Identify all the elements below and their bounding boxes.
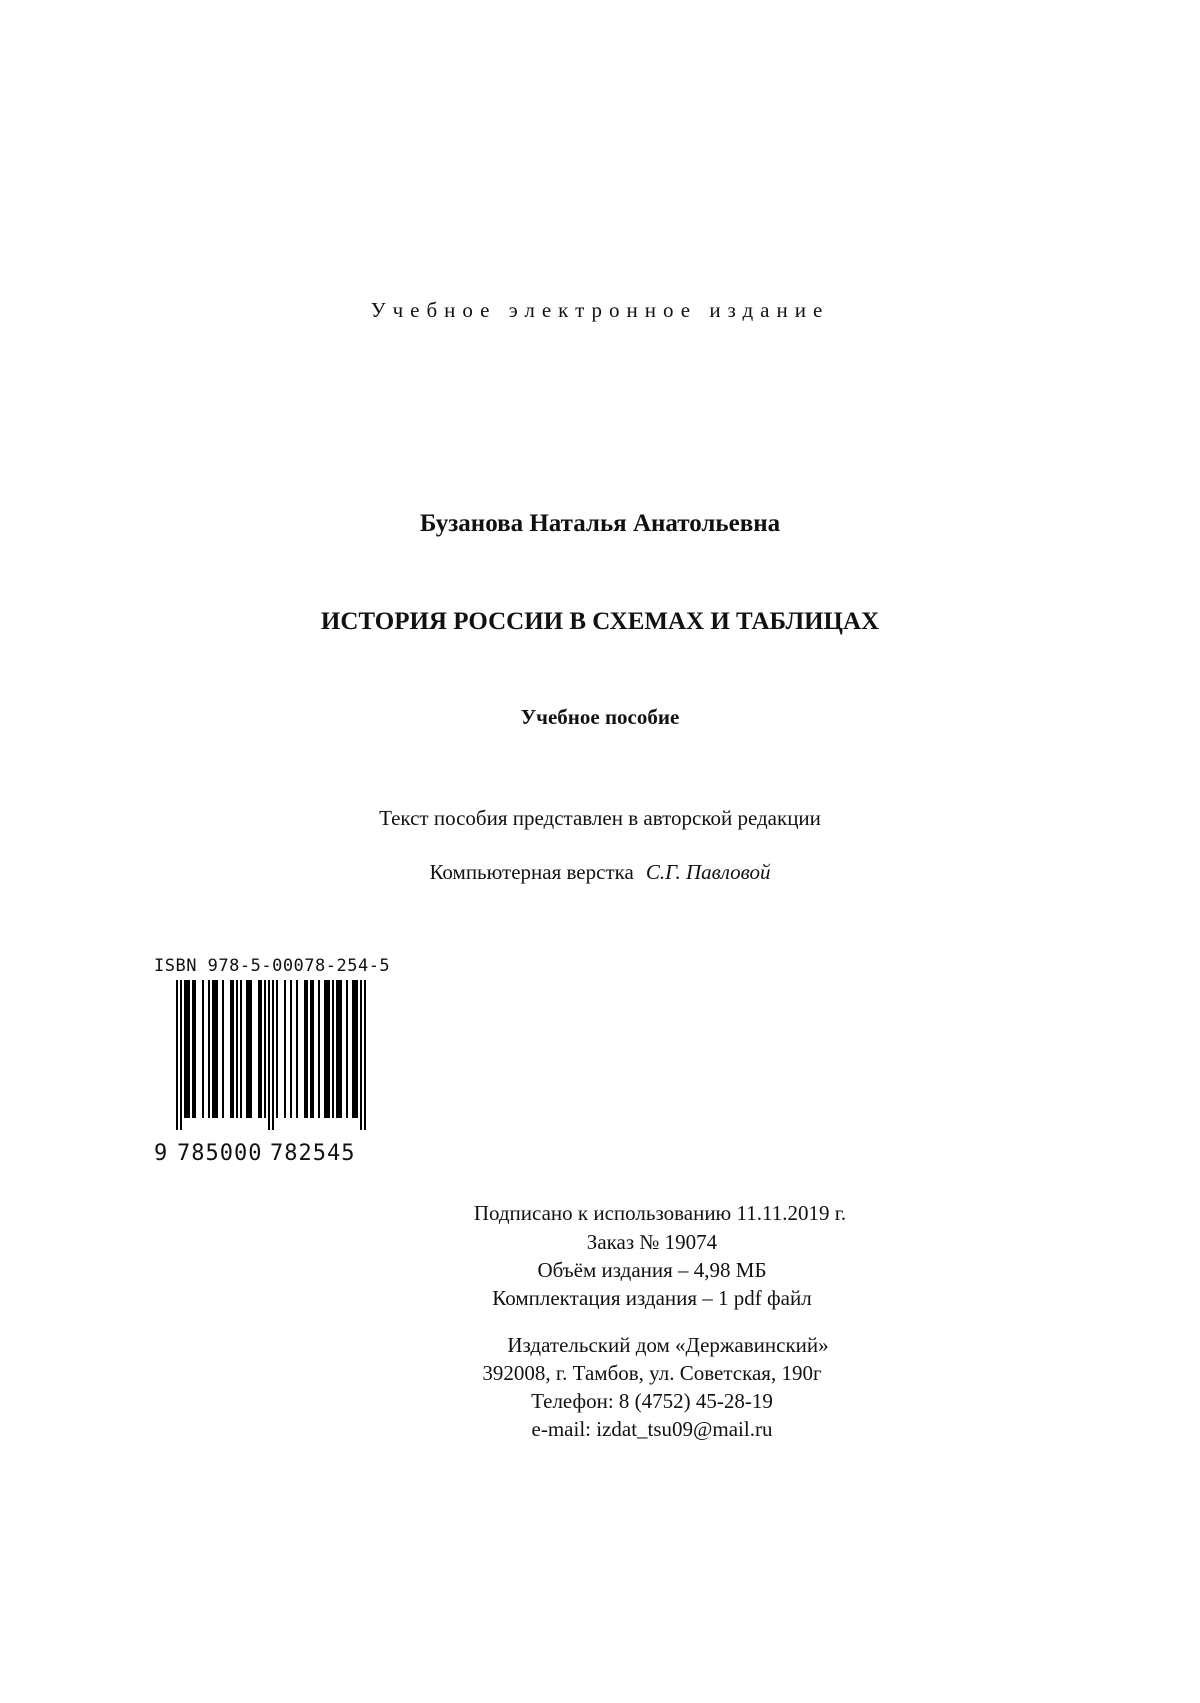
book-title: ИСТОРИЯ РОССИИ В СХЕМАХ И ТАБЛИЦАХ <box>320 608 880 635</box>
barcode-bar <box>332 980 334 1118</box>
isbn-number: ISBN 978-5-00078-254-5 <box>154 956 391 976</box>
barcode-bar <box>258 980 262 1118</box>
barcode-bar <box>222 980 224 1118</box>
publisher-name: Издательский дом «Державинский» <box>507 1333 829 1357</box>
book-subtitle: Учебное пособие <box>520 705 680 729</box>
barcode-bar <box>276 980 278 1118</box>
edition-type-label: Учебное электронное издание <box>370 298 830 322</box>
barcode-image <box>154 980 394 1130</box>
barcode-guard-bar <box>180 980 182 1130</box>
barcode-bar <box>264 980 266 1118</box>
barcode-bar <box>212 980 218 1118</box>
barcode-bar <box>310 980 314 1118</box>
order-number-line: Заказ № 19074 <box>586 1230 718 1254</box>
publisher-email: e-mail: izdat_tsu09@mail.ru <box>531 1417 773 1441</box>
barcode-bar <box>240 980 242 1118</box>
volume-line: Объём издания – 4,98 МБ <box>537 1258 767 1282</box>
barcode-bar <box>336 980 342 1118</box>
barcode-bar <box>184 980 190 1118</box>
barcode-digit-lead: 9 <box>154 1141 168 1166</box>
barcode-bar <box>246 980 252 1118</box>
barcode-bar <box>318 980 320 1118</box>
barcode-bar <box>296 980 298 1118</box>
barcode-bar <box>236 980 238 1118</box>
barcode-guard-bar <box>364 980 366 1130</box>
barcode-digits-left: 785000 <box>177 1141 263 1166</box>
layout-credit-label: Компьютерная верстка <box>429 860 634 884</box>
barcode-bar <box>346 980 348 1118</box>
layout-credit-person: С.Г. Павловой <box>645 860 771 884</box>
barcode-bar <box>202 980 204 1118</box>
barcode-guard-bar <box>360 980 362 1130</box>
isbn-barcode-block <box>154 958 394 1170</box>
barcode-bar <box>192 980 196 1118</box>
layout-credit <box>0 862 1200 883</box>
barcode-bar <box>230 980 234 1118</box>
barcode-bar <box>352 980 358 1118</box>
barcode-bar <box>290 980 292 1118</box>
publisher-phone: Телефон: 8 (4752) 45-28-19 <box>531 1389 773 1413</box>
barcode-bar <box>208 980 210 1118</box>
author-edition-note: Текст пособия представлен в авторской редакции <box>379 806 821 830</box>
barcode-digits-right: 782545 <box>270 1141 356 1166</box>
author-name: Бузанова Наталья Анатольевна <box>419 510 781 537</box>
publisher-address: 392008, г. Тамбов, ул. Советская, 190г <box>482 1361 822 1385</box>
barcode-guard-bar <box>268 980 270 1130</box>
signed-date-line: Подписано к использованию 11.11.2019 г. <box>473 1201 847 1225</box>
barcode-guard-bar <box>272 980 274 1130</box>
barcode-bar <box>324 980 330 1118</box>
barcode-bar <box>284 980 286 1118</box>
complect-line: Комплектация издания – 1 pdf файл <box>492 1286 812 1310</box>
barcode-bar <box>304 980 308 1118</box>
barcode-guard-bar <box>176 980 178 1130</box>
